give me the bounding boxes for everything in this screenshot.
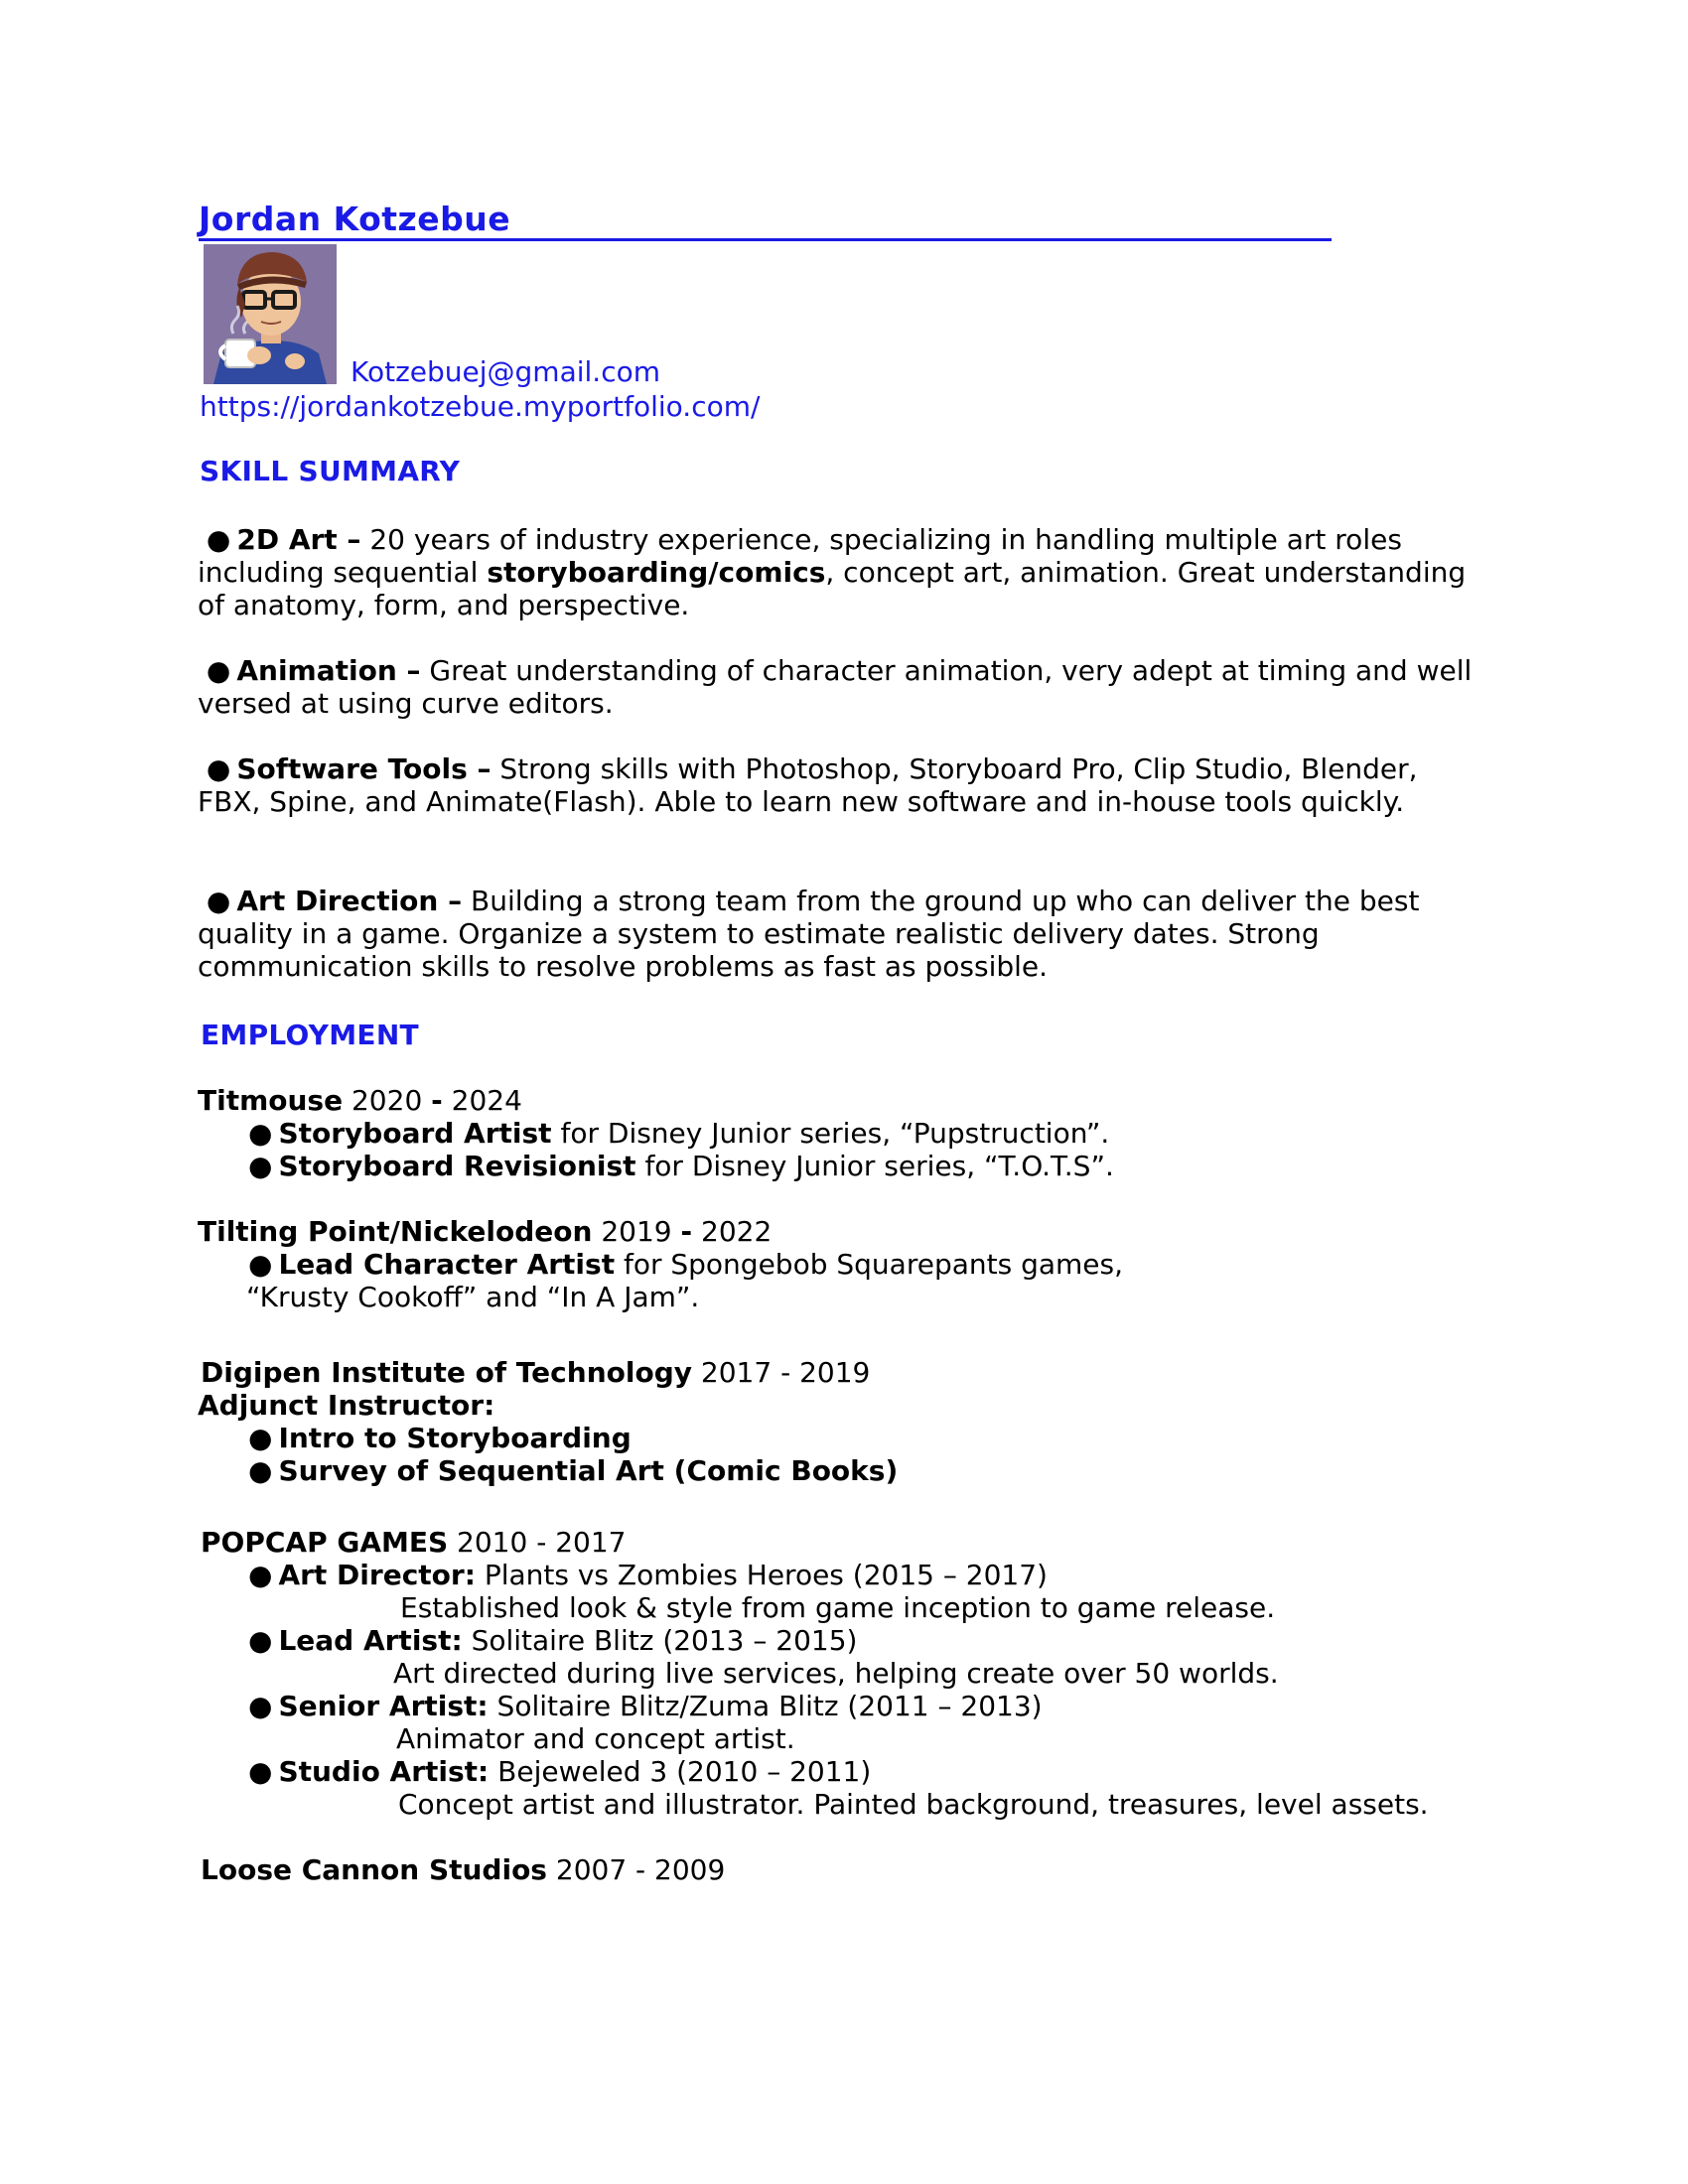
job-position — [198, 1389, 494, 1422]
bullet-icon: ● — [248, 1755, 273, 1788]
bullet-icon: ● — [248, 1117, 273, 1150]
job-digipen-header — [201, 1356, 870, 1389]
skill-text: Great understanding of character animation, very adept at timing and well versed at using curve editors. — [198, 654, 1473, 720]
bullet-icon: ● — [248, 1422, 273, 1454]
job-role — [248, 1248, 1123, 1281]
skill-animation — [198, 654, 1488, 720]
skill-text: 20 years of industry experience, specializing in handling multiple art roles including sequential — [198, 523, 1402, 589]
bullet-icon: ● — [248, 1690, 273, 1722]
skill-art-direction — [198, 885, 1488, 983]
role-title: Lead Character Artist — [278, 1248, 616, 1281]
role-detail: Established look & style from game inception to game release. — [400, 1591, 1276, 1624]
bullet-icon: ● — [206, 654, 231, 687]
job-years: 2024 — [442, 1084, 522, 1117]
role-title: Studio Artist: — [278, 1755, 490, 1788]
role-title: Storyboard Revisionist — [278, 1150, 636, 1182]
skill-title: Software Tools – — [236, 752, 492, 785]
bullet-icon: ● — [248, 1454, 273, 1487]
role-text: for Disney Junior series, “Pupstruction”. — [551, 1117, 1110, 1150]
job-tilting-point-header — [198, 1215, 772, 1248]
skill-software-tools — [198, 752, 1488, 818]
skill-2d-art — [198, 523, 1488, 621]
job-years: 2020 — [343, 1084, 432, 1117]
role-text: for Disney Junior series, “T.O.T.S”. — [635, 1150, 1114, 1182]
job-years-dash: - — [680, 1215, 693, 1248]
job-loose-cannon-header — [201, 1853, 725, 1886]
skill-title: Art Direction – — [236, 885, 463, 917]
candidate-name: Jordan Kotzebue — [199, 201, 1332, 241]
company-name: Titmouse — [198, 1084, 344, 1117]
course-title: Intro to Storyboarding — [278, 1422, 632, 1454]
role-detail: Animator and concept artist. — [396, 1722, 795, 1755]
portfolio-link[interactable]: https://jordankotzebue.myportfolio.com/ — [200, 390, 761, 423]
job-years: 2022 — [692, 1215, 773, 1248]
bullet-icon: ● — [206, 885, 231, 917]
role-text: Plants vs Zombies Heroes (2015 – 2017) — [475, 1559, 1048, 1591]
job-years: 2007 - 2009 — [546, 1853, 726, 1886]
role-text: Solitaire Blitz (2013 – 2015) — [462, 1624, 858, 1657]
skill-highlight: storyboarding/comics — [487, 556, 826, 589]
company-name: POPCAP GAMES — [201, 1526, 449, 1559]
skill-text: Building a strong team from the ground up who can deliver the best quality in a game. Organize a system to estimate realistic delivery dates. Strong communication skills to resolve problems as fast as possible. — [198, 885, 1420, 983]
illustrated-portrait-icon — [204, 244, 337, 384]
role-text-continued: “Krusty Cookoff” and “In A Jam”. — [246, 1281, 700, 1313]
course-title: Survey of Sequential Art (Comic Books) — [278, 1454, 899, 1487]
skill-summary-heading: SKILL SUMMARY — [200, 455, 461, 487]
company-name: Digipen Institute of Technology — [201, 1356, 693, 1389]
role-text: Solitaire Blitz/Zuma Blitz (2011 – 2013) — [488, 1690, 1043, 1722]
role-title: Storyboard Artist — [278, 1117, 552, 1150]
job-years: 2010 - 2017 — [448, 1526, 627, 1559]
job-titmouse-header — [198, 1084, 522, 1117]
job-years: 2017 - 2019 — [692, 1356, 871, 1389]
bullet-icon: ● — [248, 1624, 273, 1657]
position-title: Adjunct Instructor: — [198, 1389, 495, 1422]
job-popcap-header — [201, 1526, 626, 1559]
role-title: Lead Artist: — [278, 1624, 463, 1657]
role-text: for Spongebob Squarepants games, — [615, 1248, 1124, 1281]
bullet-icon: ● — [206, 752, 231, 785]
company-name: Loose Cannon Studios — [201, 1853, 547, 1886]
employment-heading: EMPLOYMENT — [201, 1019, 419, 1051]
skill-title: Animation – — [236, 654, 421, 687]
bullet-icon: ● — [248, 1559, 273, 1591]
job-role — [248, 1624, 857, 1657]
bullet-icon: ● — [206, 523, 231, 556]
role-title: Senior Artist: — [278, 1690, 489, 1722]
role-title: Art Director: — [278, 1559, 476, 1591]
bullet-icon: ● — [248, 1150, 273, 1182]
role-detail: Art directed during live services, helping create over 50 worlds. — [393, 1657, 1279, 1690]
job-years: 2019 — [592, 1215, 681, 1248]
role-detail: Concept artist and illustrator. Painted background, treasures, level assets. — [398, 1788, 1429, 1821]
job-role — [248, 1755, 871, 1788]
job-years-dash: - — [431, 1084, 443, 1117]
course-item — [248, 1454, 898, 1487]
bullet-icon: ● — [248, 1248, 273, 1281]
job-role — [248, 1559, 1048, 1591]
job-role — [248, 1117, 1109, 1150]
skill-text: , concept art, animation. Great understanding of anatomy, form, and perspective. — [198, 556, 1467, 621]
skill-title: 2D Art – — [236, 523, 361, 556]
role-text: Bejeweled 3 (2010 – 2011) — [489, 1755, 872, 1788]
company-name: Tilting Point/Nickelodeon — [198, 1215, 593, 1248]
skill-text: Strong skills with Photoshop, Storyboard Pro, Clip Studio, Blender, FBX, Spine, and Animate(Flash). Able to learn new software and in-house tools quickly. — [198, 752, 1418, 818]
email-link[interactable]: Kotzebuej@gmail.com — [351, 355, 660, 388]
job-role — [248, 1150, 1114, 1182]
job-role — [248, 1690, 1043, 1722]
course-item — [248, 1422, 632, 1454]
